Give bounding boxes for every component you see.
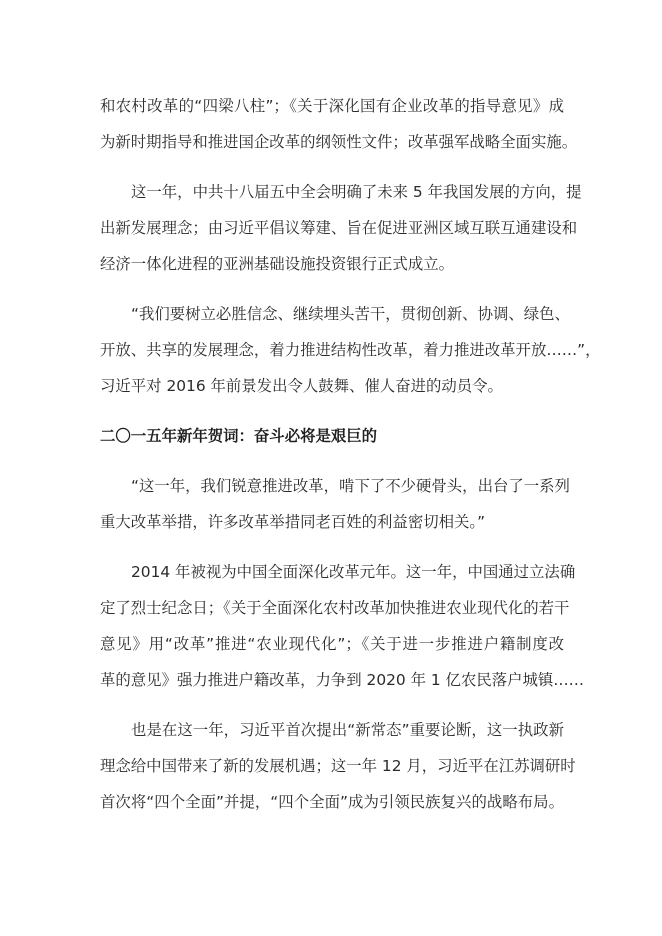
text-line: 2014 年被视为中国全面深化改革元年。这一年，中国通过立法确 bbox=[131, 563, 576, 581]
text-line: 也是在这一年，习近平首次提出“新常态”重要论断，这一执政新 bbox=[131, 721, 564, 739]
text-line: 经济一体化进程的亚洲基础设施投资银行正式成立。 bbox=[100, 255, 454, 273]
text-line: 开放、共享的发展理念，着力推进结构性改革，着力推进改革开放……”， bbox=[100, 341, 601, 359]
text-line: 意见》用“改革”推进“农业现代化”；《关于进一步推进户籍制度改 bbox=[100, 635, 564, 653]
paragraph-quote-2016 bbox=[100, 296, 601, 404]
paragraph-new-normal bbox=[100, 712, 576, 820]
text-line: 理念给中国带来了新的发展机遇；这一年 12 月，习近平在江苏调研时 bbox=[100, 757, 576, 775]
text-line: 这一年，中共十八届五中全会明确了未来 5 年我国发展的方向，提 bbox=[131, 183, 582, 201]
text-line: 习近平对 2016 年前景发出令人鼓舞、催人奋进的动员令。 bbox=[100, 377, 503, 395]
text-line: 革的意见》强力推进户籍改革，力争到 2020 年 1 亿农民落户城镇…… bbox=[100, 671, 585, 689]
text-line: 定了烈士纪念日；《关于全面深化农村改革加快推进农业现代化的若干 bbox=[100, 599, 570, 617]
text-line: 为新时期指导和推进国企改革的纲领性文件；改革强军战略全面实施。 bbox=[100, 133, 578, 151]
text-line: 重大改革举措，许多改革举措同老百姓的利益密切相关。” bbox=[100, 513, 486, 531]
paragraph-reform-2014 bbox=[100, 554, 585, 698]
paragraph-cpc-plenum bbox=[100, 174, 582, 282]
paragraph-quote-2015 bbox=[100, 468, 570, 540]
document-page bbox=[100, 88, 601, 834]
heading-text: 二〇一五年新年贺词：奋斗必将是艰巨的 bbox=[100, 427, 378, 445]
section-heading bbox=[100, 418, 564, 454]
text-line: “我们要树立必胜信念、继续埋头苦干，贯彻创新、协调、绿色、 bbox=[131, 305, 570, 323]
text-line: 和农村改革的“四梁八柱”；《关于深化国有企业改革的指导意见》成 bbox=[100, 97, 564, 115]
paragraph-continuation bbox=[100, 88, 578, 160]
text-line: “这一年，我们锐意推进改革，啃下了不少硬骨头，出台了一系列 bbox=[131, 477, 570, 495]
text-line: 首次将“四个全面”并提，“四个全面”成为引领民族复兴的战略布局。 bbox=[100, 793, 564, 811]
text-line: 出新发展理念；由习近平倡议筹建、旨在促进亚洲区域互联互通建设和 bbox=[100, 219, 578, 237]
